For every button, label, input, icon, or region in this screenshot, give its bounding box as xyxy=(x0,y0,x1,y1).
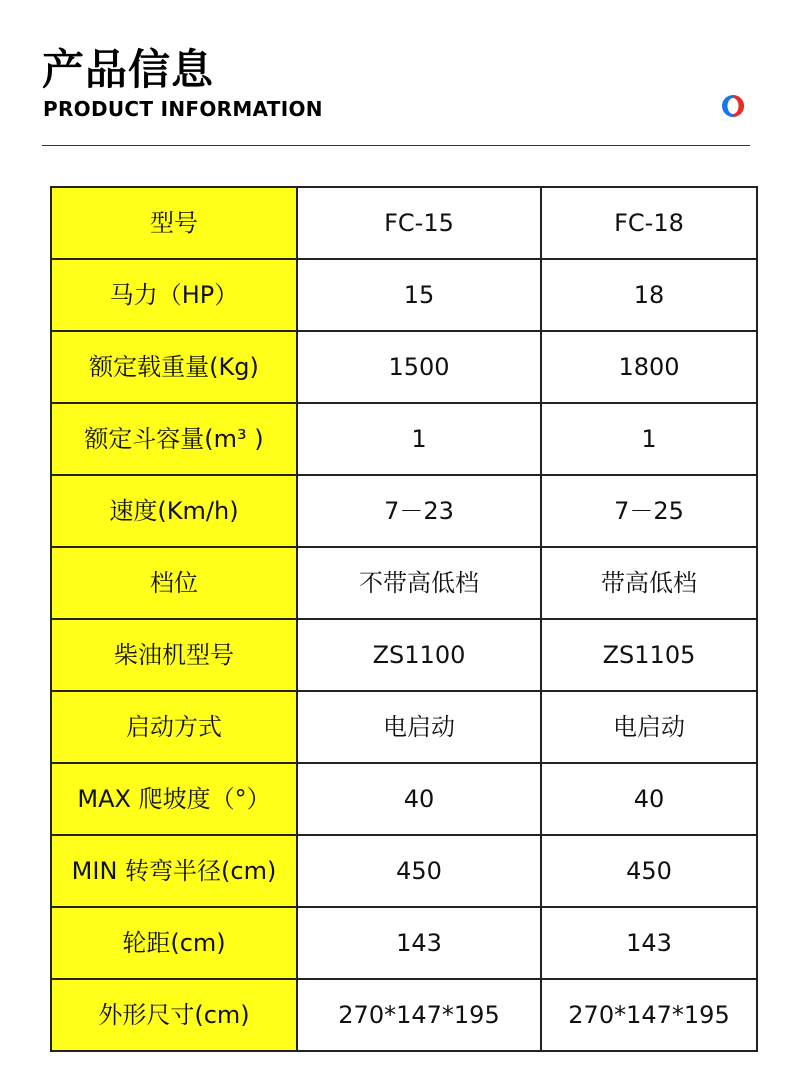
value-fc18: 40 xyxy=(541,763,757,835)
value-fc18: 143 xyxy=(541,907,757,979)
value-fc15: 电启动 xyxy=(297,691,541,763)
spec-table xyxy=(50,186,758,1052)
table-row xyxy=(51,691,757,763)
value-fc15: 270*147*195 xyxy=(297,979,541,1051)
value-fc18: ZS1105 xyxy=(541,619,757,691)
table-row xyxy=(51,403,757,475)
value-fc18: 带高低档 xyxy=(541,547,757,619)
table-row xyxy=(51,835,757,907)
value-fc15: 40 xyxy=(297,763,541,835)
value-fc18: 450 xyxy=(541,835,757,907)
row-label: 马力（HP） xyxy=(51,259,297,331)
table-row xyxy=(51,259,757,331)
value-fc15: 143 xyxy=(297,907,541,979)
table-row xyxy=(51,547,757,619)
row-label: 额定载重量(Kg) xyxy=(51,331,297,403)
value-fc15: 1 xyxy=(297,403,541,475)
row-label: 档位 xyxy=(51,547,297,619)
header-divider xyxy=(42,145,750,146)
value-fc15: 1500 xyxy=(297,331,541,403)
row-label: 速度(Km/h) xyxy=(51,475,297,547)
row-label: MAX 爬坡度（°） xyxy=(51,763,297,835)
value-fc18: 18 xyxy=(541,259,757,331)
value-fc15: 7－23 xyxy=(297,475,541,547)
table-row xyxy=(51,331,757,403)
row-label: 轮距(cm) xyxy=(51,907,297,979)
table-row xyxy=(51,979,757,1051)
value-fc18: 电启动 xyxy=(541,691,757,763)
table-row xyxy=(51,475,757,547)
title-chinese: 产品信息 xyxy=(42,45,215,94)
value-fc15: FC-15 xyxy=(297,187,541,259)
table-row xyxy=(51,763,757,835)
value-fc18: 270*147*195 xyxy=(541,979,757,1051)
value-fc18: 1 xyxy=(541,403,757,475)
row-label: MIN 转弯半径(cm) xyxy=(51,835,297,907)
value-fc15: ZS1100 xyxy=(297,619,541,691)
value-fc15: 450 xyxy=(297,835,541,907)
table-row xyxy=(51,619,757,691)
brand-logo-icon xyxy=(716,94,750,118)
table-row xyxy=(51,187,757,259)
table-row xyxy=(51,907,757,979)
value-fc15: 15 xyxy=(297,259,541,331)
row-label: 额定斗容量(m³ ) xyxy=(51,403,297,475)
value-fc18: FC-18 xyxy=(541,187,757,259)
row-label: 柴油机型号 xyxy=(51,619,297,691)
title-english: PRODUCT INFORMATION xyxy=(43,97,323,121)
value-fc18: 1800 xyxy=(541,331,757,403)
row-label: 启动方式 xyxy=(51,691,297,763)
value-fc18: 7－25 xyxy=(541,475,757,547)
row-label: 型号 xyxy=(51,187,297,259)
row-label: 外形尺寸(cm) xyxy=(51,979,297,1051)
value-fc15: 不带高低档 xyxy=(297,547,541,619)
